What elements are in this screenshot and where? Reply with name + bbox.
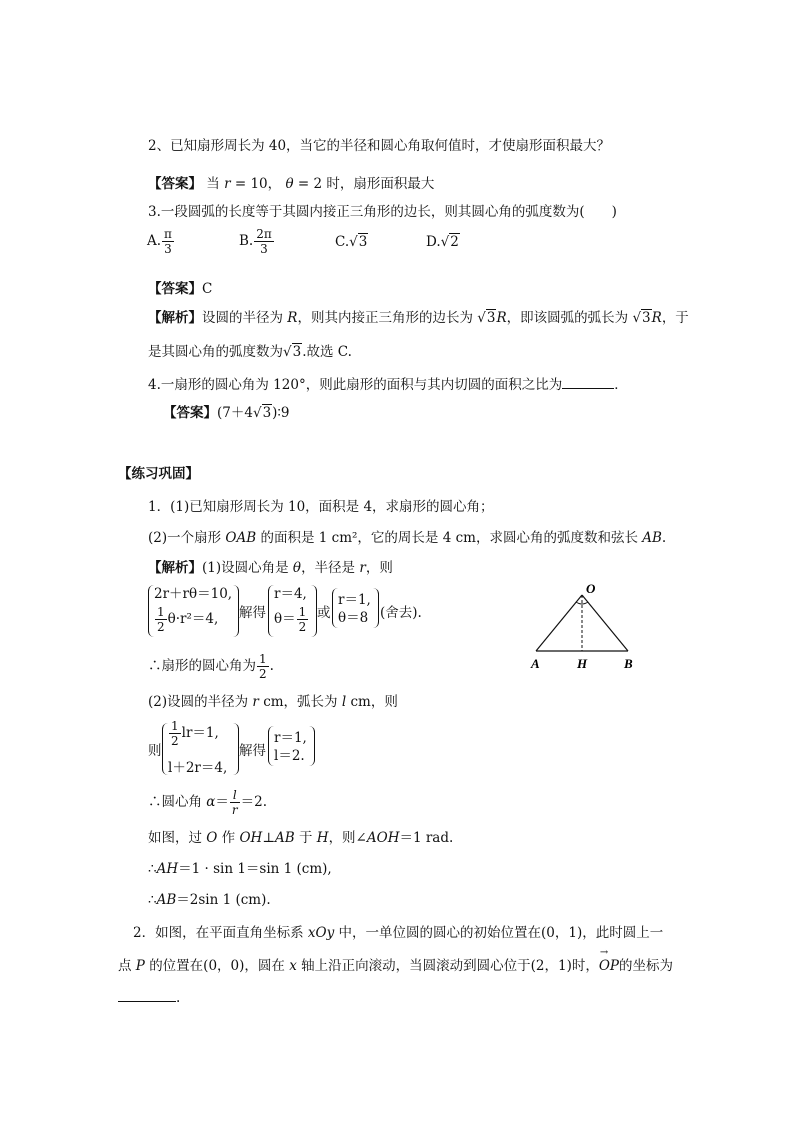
p1-conclusion-2: ∴圆心角 α＝ $\frac{l}{r}$ ＝2. (148, 788, 268, 817)
option-a: A. $\frac{\pi}{3}$ (147, 227, 172, 256)
label-o: O (586, 581, 596, 596)
option-c: C.√3 (335, 234, 368, 250)
section-title: 【练习巩固】 (118, 466, 199, 482)
option-d: D.√2 (426, 234, 459, 250)
p2-line3: . (118, 990, 180, 1006)
p1-part2: (2)设圆的半径为 r cm，弧长为 l cm，则 (148, 694, 398, 710)
q3-analysis-line2: 是其圆心角的弧度数为√3.故选 C. (148, 344, 352, 360)
label-a: A (531, 656, 540, 671)
q2-question: 2、已知扇形周长为 40，当它的半径和圆心角取何值时，才使扇形面积最大？ (148, 138, 611, 154)
q4-question: 4.一扇形的圆心角为 120°，则此扇形的面积与其内切圆的面积之比为 ． (148, 377, 628, 393)
system-1: 2r＋rθ＝10, $\frac{1}{2}$ θ·r²＝4, 解得 r＝4, θ＝ $\frac{1}{2}$ 或 r＝1, θ＝8 (舍去). (148, 582, 438, 642)
triangle-figure (520, 575, 650, 675)
option-b: B. $\frac{2\pi}{3}$ (239, 227, 272, 256)
q3-answer: 【答案】C (148, 281, 213, 297)
q2-answer: 【答案】 当 r = 10， θ = 2 时，扇形面积最大 (148, 176, 435, 192)
q3-question: 3.一段圆弧的长度等于其圆内接正三角形的边长，则其圆心角的弧度数为( ) (148, 204, 617, 220)
side-oa (536, 595, 582, 651)
p1-line2: (2)一个扇形 OAB 的面积是 1 cm²，它的周长是 4 cm，求圆心角的弧度数和弦长 AB. (148, 530, 667, 546)
p1-analysis: 【解析】(1)设圆心角是 θ，半径是 r，则 (148, 560, 393, 576)
p1-conclusion-1: ∴扇形的圆心角为 $\frac{1}{2}$ . (148, 652, 274, 681)
p1-figure-text: 如图，过 O 作 OH⊥AB 于 H，则∠AOH＝1 rad. (148, 830, 454, 846)
q4-answer: 【答案】(7＋4√3)∶9 (163, 405, 290, 421)
label-h: H (577, 656, 588, 671)
q3-analysis-line1: 【解析】设圆的半径为 R，则其内接正三角形的边长为 √3R，即该圆弧的弧长为 √3R，于 (148, 310, 689, 326)
side-ob (582, 595, 628, 651)
system-2: 则 $\frac{1}{2}$ lr＝1, l＋2r＝4, 解得 r＝1, l＝2. (148, 720, 348, 780)
answer-label: 【答案】 (148, 176, 202, 192)
p2-line1: 2．如图，在平面直角坐标系 xOy 中，一单位圆的圆心的初始位置在(0，1)，此时圆上一 (133, 925, 664, 941)
p1-ab-line: ∴AB＝2sin 1 (cm). (148, 892, 271, 908)
p1-ah-line: ∴AH＝1 · sin 1＝sin 1 (cm), (148, 861, 332, 877)
label-b: B (624, 656, 633, 671)
p2-line2: 点 P 的位置在(0，0)，圆在 x 轴上沿正向滚动，当圆滚动到圆心位于(2，1)时，→ OP的坐标为 (118, 954, 673, 974)
p1-line1: 1．(1)已知扇形周长为 10，面积是 4，求扇形的圆心角； (148, 499, 494, 515)
